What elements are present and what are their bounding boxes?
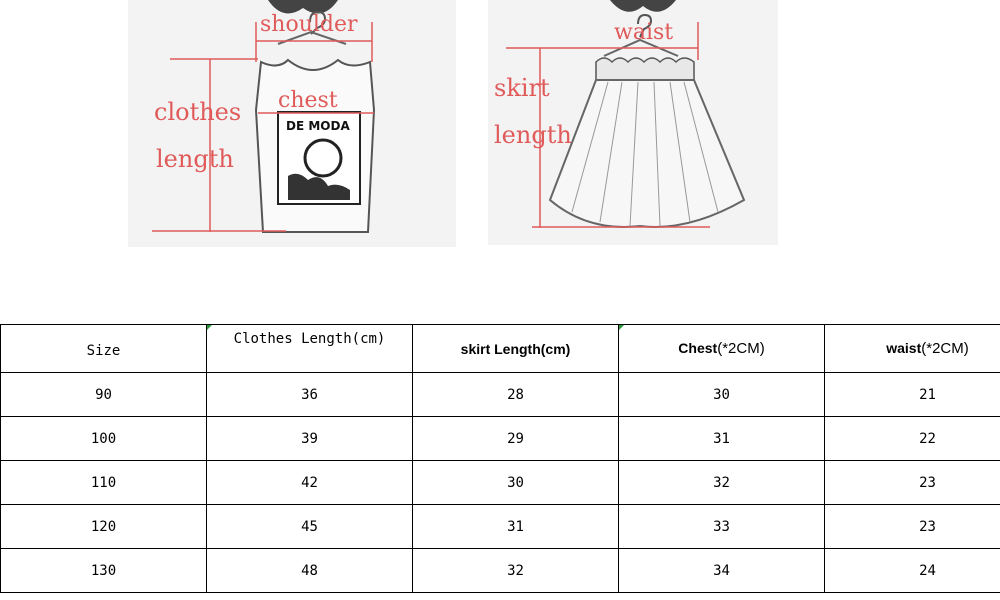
- cell-chest: 34: [619, 549, 825, 593]
- header-chest: [619, 325, 825, 373]
- chest-label: chest: [278, 88, 338, 113]
- cell-skirt-length: 28: [413, 373, 619, 417]
- header-clothes-length-label: Clothes Length(cm): [233, 331, 386, 347]
- skirt-body: [550, 80, 744, 227]
- skirt-sketch-image: [488, 0, 778, 245]
- cell-skirt-length: 31: [413, 505, 619, 549]
- size-chart-table: [0, 324, 1000, 593]
- header-waist: [825, 325, 1000, 373]
- cell-size: 100: [1, 417, 207, 461]
- cell-skirt-length: 30: [413, 461, 619, 505]
- cell-waist: 24: [825, 549, 1000, 593]
- skirt-waistband: [596, 58, 694, 80]
- waist-label: waist: [614, 20, 674, 45]
- cell-waist: 23: [825, 461, 1000, 505]
- cell-clothes-length: 36: [207, 373, 413, 417]
- cell-clothes-length: 39: [207, 417, 413, 461]
- table-row: [1, 505, 1000, 549]
- cell-size: 130: [1, 549, 207, 593]
- cell-skirt-length: 29: [413, 417, 619, 461]
- cell-clothes-length: 42: [207, 461, 413, 505]
- cell-chest: 32: [619, 461, 825, 505]
- table-row: [1, 417, 1000, 461]
- cell-chest: 31: [619, 417, 825, 461]
- length-label: length: [156, 145, 234, 173]
- skirt-label: skirt: [494, 74, 550, 102]
- cell-size: 110: [1, 461, 207, 505]
- header-waist-unit: (*2CM): [921, 340, 969, 357]
- cell-waist: 23: [825, 505, 1000, 549]
- table-row: [1, 549, 1000, 593]
- table-row: [1, 373, 1000, 417]
- shoulder-label: shoulder: [260, 12, 358, 37]
- clothes-label: clothes: [154, 98, 242, 126]
- cell-chest: 30: [619, 373, 825, 417]
- cell-chest: 33: [619, 505, 825, 549]
- header-waist-label: waist: [886, 340, 922, 356]
- bow-decoration: [610, 0, 676, 12]
- cell-comment-marker: [207, 325, 212, 330]
- cell-waist: 22: [825, 417, 1000, 461]
- cell-comment-marker: [619, 325, 624, 330]
- cell-waist: 21: [825, 373, 1000, 417]
- header-chest-unit: (*2CM): [717, 340, 765, 357]
- header-chest-label: Chest: [678, 340, 718, 356]
- header-clothes-length: [207, 325, 413, 373]
- header-skirt-length: skirt Length(cm): [413, 325, 619, 373]
- top-sketch-image: [128, 0, 456, 247]
- cell-clothes-length: 48: [207, 549, 413, 593]
- table-row: [1, 461, 1000, 505]
- skirt-length-label: length: [494, 121, 572, 149]
- print-text: DE MODA: [286, 119, 350, 133]
- table-header-row: [1, 325, 1000, 373]
- cell-skirt-length: 32: [413, 549, 619, 593]
- cell-clothes-length: 45: [207, 505, 413, 549]
- header-size: Size: [1, 325, 207, 373]
- cell-size: 120: [1, 505, 207, 549]
- cell-size: 90: [1, 373, 207, 417]
